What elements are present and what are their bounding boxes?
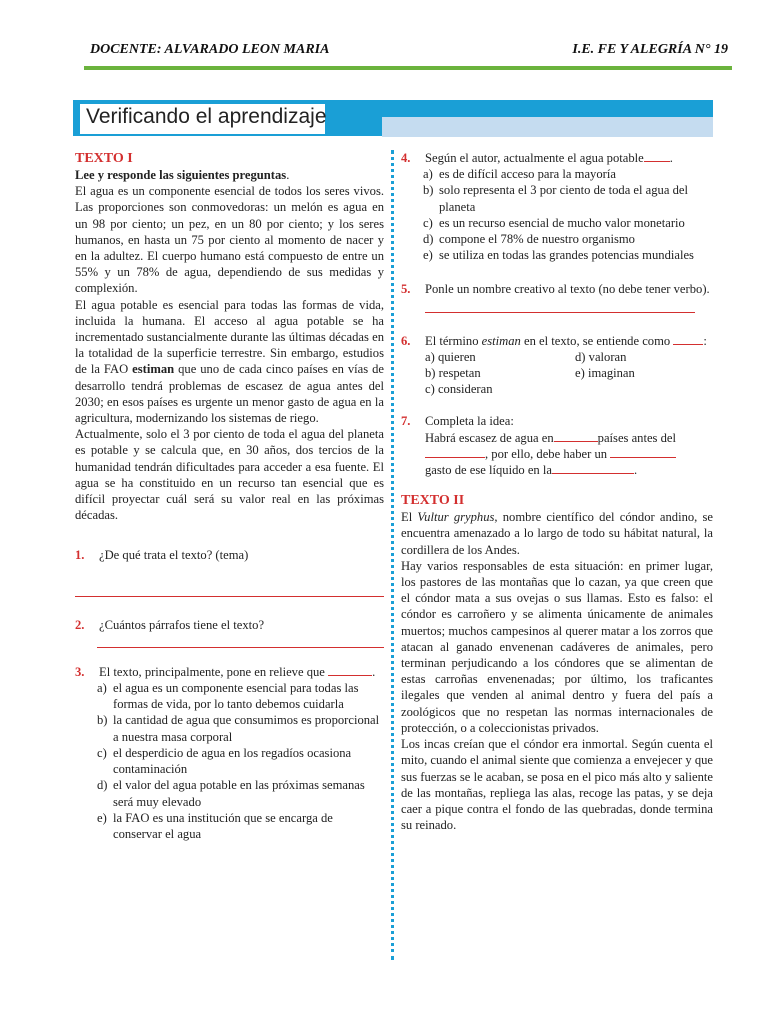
question-6-option[interactable] bbox=[575, 349, 715, 365]
question-6-option[interactable] bbox=[425, 365, 575, 381]
question-6: 6. El término estiman en el texto, se entiende como : bbox=[401, 333, 707, 348]
question-7-body: Habrá escasez de agua en países antes del , por ello, debe haber un gasto de ese líquido en la . bbox=[425, 430, 676, 478]
option-letter: a) bbox=[423, 167, 433, 182]
option-text: compone el 78% de nuestro organismo bbox=[439, 232, 635, 247]
option-letter: c) bbox=[423, 215, 433, 230]
option-letter: a) bbox=[425, 349, 435, 364]
question-5-answer-line[interactable] bbox=[425, 298, 695, 313]
header-school: I.E. FE Y ALEGRÍA N° 19 bbox=[572, 42, 728, 57]
question-3-option[interactable] bbox=[75, 810, 384, 842]
banner-accent bbox=[382, 117, 713, 137]
texto2-paragraph-1: El Vultur gryphus, nombre científico del cóndor andino, se encuentra amenazado a lo largo de todo su hábitat natural, la cordillera de los Andes. bbox=[401, 510, 713, 557]
option-letter: b) bbox=[423, 183, 434, 198]
left-column bbox=[75, 150, 384, 842]
texto1-paragraph-3: Actualmente, solo el 3 por ciento de toda el agua del planeta es potable y se calcula que, en 30 años, dos tercios de la humanidad tendrán dificultades para acceder a esa fuente. El agua se ha constituido en un recurso tan esencial que es difícil proyectar cuál será su valor real en las próximas décadas. bbox=[75, 427, 384, 523]
question-4: 4. Según el autor, actualmente el agua potable . bbox=[401, 151, 673, 165]
option-letter: e) bbox=[97, 810, 107, 825]
option-letter: c) bbox=[97, 745, 107, 760]
question-3-option[interactable] bbox=[75, 712, 384, 744]
question-6-option[interactable] bbox=[425, 349, 575, 365]
option-letter: e) bbox=[575, 366, 585, 381]
option-text: la cantidad de agua que consumimos es proporcional a nuestra masa corporal bbox=[113, 713, 380, 744]
option-letter: b) bbox=[425, 366, 436, 381]
texto1-paragraph-2: El agua potable es esencial para todas las formas de vida, incluida la humana. El acceso al agua potable se ha incrementado sustancialmente durante las últimas décadas en la totalidad de la superficie terrestre. Sin embargo, estudios de la FAO estiman que uno de cada cinco países en vías de desarrollo tendrá problemas de escasez de agua antes del 2030; en esos países es urgente un menor gasto de agua en la agricultura, modernizando los sistemas de riego. bbox=[75, 297, 384, 426]
question-3-text: El texto, principalmente, pone en relieve que bbox=[99, 664, 325, 679]
option-text: imaginan bbox=[587, 366, 635, 381]
option-text: valoran bbox=[588, 349, 627, 364]
question-4-blank[interactable] bbox=[644, 150, 670, 162]
option-letter: b) bbox=[97, 713, 108, 728]
option-text: respetan bbox=[438, 366, 481, 381]
question-2-text: ¿Cuántos párrafos tiene el texto? bbox=[99, 617, 265, 632]
question-4-text: Según el autor, actualmente el agua potable bbox=[425, 151, 644, 165]
question-6-blank[interactable] bbox=[673, 333, 703, 345]
option-letter: a) bbox=[97, 681, 107, 696]
option-letter: c) bbox=[425, 382, 435, 397]
question-7: 7. Completa la idea: bbox=[401, 414, 514, 429]
texto2-paragraph-2: Hay varios responsables de esta situación: en primer lugar, los pastores de las montañas que lo cazan, ya que creen que el cóndor mata a sus ovejas o sus llamas. Esto es falso: el cóndor es carroñero y se alimenta únicamente de animales muertos; muchos campesinos al querer matar a los zorros que atacan al ganado envenenan cadáveres de animales, pero terminan perjudicando a los cóndores que se alimentan de estas carroñas envenenadas; por último, los traficantes ilegales que venden al animal dentro y fuera del país a zoológicos que no respetan las normas internacionales de protección, o a coleccionistas privados. bbox=[401, 558, 713, 735]
q7-blank-4[interactable] bbox=[552, 462, 634, 474]
option-text: la FAO es una institución que se encarga de conservar el agua bbox=[113, 810, 333, 841]
option-letter: d) bbox=[423, 232, 434, 247]
option-text: el valor del agua potable en las próximas semanas será muy elevado bbox=[113, 778, 365, 809]
question-6-option[interactable] bbox=[425, 381, 575, 397]
question-4-option[interactable] bbox=[401, 215, 713, 231]
column-divider bbox=[391, 150, 394, 960]
option-text: el agua es un componente esencial para todas las formas de vida, por lo tanto debemos cuidarla bbox=[113, 681, 359, 712]
q7-blank-2[interactable] bbox=[425, 446, 485, 458]
option-text: es de difícil acceso para la mayoría bbox=[439, 167, 616, 182]
texto2-paragraph-3: Los incas creían que el cóndor era inmortal. Según cuenta el mito, cuando el animal siente que comienza a envejecer y que sus fuerzas se le acaban, se posa en el pico más alto y saliente de las montañas, repliega las alas, recoge las patas, y se deja caer a pique contra el fondo de las quebradas, donde termina su reinado. bbox=[401, 737, 713, 833]
option-letter: e) bbox=[423, 248, 433, 263]
option-text: es un recurso esencial de mucho valor monetario bbox=[439, 215, 685, 230]
question-4-option[interactable] bbox=[401, 247, 713, 263]
question-5: 5. Ponle un nombre creativo al texto (no debe tener verbo). bbox=[401, 282, 710, 297]
q7-blank-3[interactable] bbox=[610, 446, 676, 458]
right-column bbox=[401, 150, 713, 833]
option-text: consideran bbox=[437, 382, 493, 397]
question-7-text: Completa la idea: bbox=[425, 414, 514, 429]
question-5-text: Ponle un nombre creativo al texto (no debe tener verbo). bbox=[425, 282, 710, 297]
option-text: quieren bbox=[437, 349, 476, 364]
q7-blank-1[interactable] bbox=[554, 430, 598, 442]
question-3-option[interactable] bbox=[75, 777, 384, 809]
question-1: 1. ¿De qué trata el texto? (tema) bbox=[75, 548, 249, 563]
texto2-title: TEXTO II bbox=[401, 493, 465, 509]
question-3-option[interactable] bbox=[75, 680, 384, 712]
header-teacher: DOCENTE: ALVARADO LEON MARIA bbox=[90, 42, 330, 57]
question-4-option[interactable] bbox=[401, 231, 713, 247]
question-6-option[interactable] bbox=[575, 365, 715, 381]
question-3-option[interactable] bbox=[75, 745, 384, 777]
texto1-paragraph-1: El agua es un componente esencial de todos los seres vivos. Las proporciones son conmovedoras: un melón es agua en un 98 por ciento; un pez, en un 80 por ciento; y los seres humanos, en hasta un 75 por ciento al momento de nacer y en la adultez. El cuerpo humano está compuesto de entre un 55% y un 78% de agua, dependiendo de sus medidas y complexión. bbox=[75, 184, 384, 296]
banner-title: Verificando el aprendizaje bbox=[86, 105, 327, 128]
question-3: 3. El texto, principalmente, pone en relieve que . bbox=[75, 664, 376, 679]
option-letter: d) bbox=[97, 778, 108, 793]
option-text: solo representa el 3 por ciento de toda el agua del planeta bbox=[439, 183, 688, 214]
option-text: se utiliza en todas las grandes potencias mundiales bbox=[439, 248, 694, 263]
question-3-blank[interactable] bbox=[328, 664, 372, 676]
question-1-answer-line[interactable] bbox=[75, 582, 384, 597]
question-2: 2. ¿Cuántos párrafos tiene el texto? bbox=[75, 617, 265, 632]
header-rule bbox=[84, 66, 732, 70]
option-letter: d) bbox=[575, 349, 586, 364]
question-1-text: ¿De qué trata el texto? (tema) bbox=[99, 548, 249, 563]
question-4-option[interactable] bbox=[401, 182, 713, 214]
texto1-title: TEXTO I bbox=[75, 151, 133, 166]
option-text: el desperdicio de agua en los regadíos ocasiona contaminación bbox=[113, 745, 352, 777]
texto1-instruction: Lee y responde las siguientes preguntas. bbox=[75, 168, 290, 182]
question-4-option[interactable] bbox=[401, 166, 713, 182]
question-2-answer-line[interactable] bbox=[97, 633, 384, 648]
